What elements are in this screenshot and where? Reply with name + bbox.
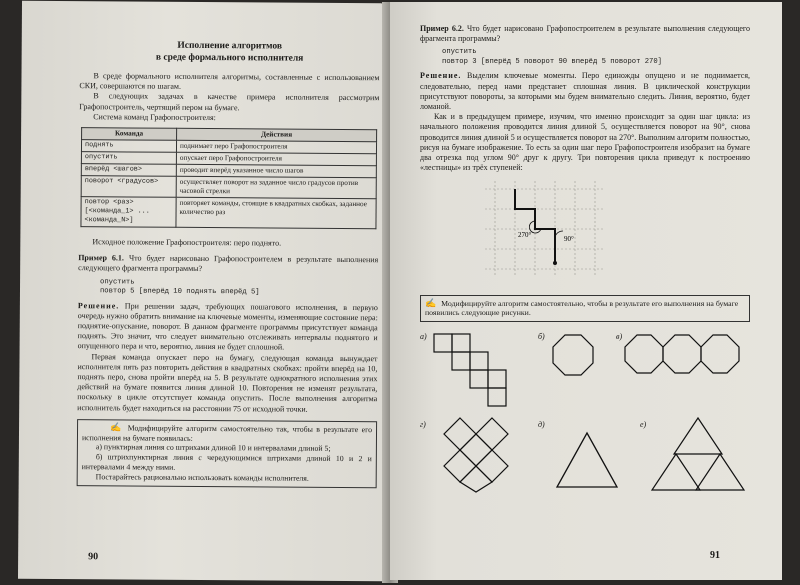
solution-paragraph xyxy=(78,301,378,354)
figures-row-top xyxy=(420,328,750,408)
action-cell: проводит вперёд указанное число шагов xyxy=(176,164,376,177)
action-cell: осуществляет поворот на заданное число градусов против часовой стрелки xyxy=(176,176,376,198)
figure-a-zigzag-squares xyxy=(430,330,520,408)
example-text: Что будет нарисовано Графопостроителем в результате выполнения следующего фрагмента программы? xyxy=(420,24,750,44)
figure-b-octagon xyxy=(550,332,596,378)
section-title xyxy=(80,39,380,65)
solution-text: Выделим ключевые моменты. Перо единожды опущено и не поднимается, следовательно, перед нами предстанет сплошная линия. В циклической конструкции присутствуют повороты, за которыми мы будем внимательно следить. Линия, вероятно, будет ломаной. xyxy=(420,71,751,112)
left-page-content xyxy=(77,39,380,488)
task-item: Постарайтесь рационально использовать команды исполнителя. xyxy=(95,472,309,483)
angle-arc xyxy=(555,231,563,237)
task-item: а) пунктирная линия со штрихами длиной 10 и интервалами длиной 5; xyxy=(95,442,331,454)
figures-row-bottom xyxy=(420,416,750,496)
paragraph: Первая команда опускает перо на бумагу, следующая команда вынуждает исполнителя пять раз повторить действия в квадратных скобках: пройти вперёд на 10, поднять перо, снова пройти вперёд на 5. В результате однократного исполнения этих действий на бумаге появится линия длиной 10. Повторения не изменят результата, поскольку в цикле отсутствует команда опустить. После выполнения алгоритма исполнитель будет находиться на расстоянии 75 от исходной точки. xyxy=(77,351,378,414)
solution-label: Решение. xyxy=(77,300,120,311)
pencil-icon: ✍ xyxy=(425,297,437,308)
paragraph: В среде формального исполнителя алгоритмы, составленные с использованием СКИ, совершаются по шагам. xyxy=(79,71,380,92)
figure-label: е) xyxy=(640,420,647,430)
open-book xyxy=(2,2,798,583)
task-text: Модифицируйте алгоритм самостоятельно, чтобы в результате его выполнения на бумаге появились следующие рисунки. xyxy=(425,298,739,318)
figure-e-triangle-pyramid xyxy=(650,416,746,494)
table-row xyxy=(81,176,376,199)
paragraph: Как и в предыдущем примере, изучим, что именно происходит за один шаг цикла: из начального положения проводится линия длиной 5, осуществляется поворот на 90°, снова проводится линия длиной 5 и осуществляется поворот на 270°. Выполним алгоритм полностью, рисуя на бумаге изображение. То есть за один шаг перо Графопостроителя изобразит на бумаге два отрезка под углом 90° друг к другу. Три повторения цикла приведут к построению «лестницы» из трёх ступеней: xyxy=(420,112,750,173)
solution-paragraph xyxy=(420,71,750,112)
task-box xyxy=(77,419,377,488)
code-block xyxy=(100,278,378,299)
table-row xyxy=(81,197,376,229)
task-box xyxy=(420,295,750,323)
page-number: 91 xyxy=(710,550,720,561)
command-cell: вперёд <шагов> xyxy=(81,164,176,177)
page-number: 90 xyxy=(88,551,99,563)
figure-label: в) xyxy=(616,332,623,342)
column-header: Команда xyxy=(82,128,177,141)
left-page xyxy=(18,1,390,582)
example-label: Пример 6.1. xyxy=(78,253,124,263)
pencil-icon: ✍ xyxy=(110,422,122,433)
staircase-diagram xyxy=(480,179,610,277)
paragraph: Система команд Графопостроителя: xyxy=(93,112,216,122)
command-cell: поднять xyxy=(81,140,176,153)
command-cell: поворот <градусов> xyxy=(81,176,176,198)
right-page xyxy=(390,2,782,580)
example-text: Что будет нарисовано Графопостроителем в результате выполнения следующего фрагмента программы? xyxy=(78,253,379,274)
example-heading xyxy=(78,253,378,276)
solution-text: При решении задач, требующих пошагового исполнения, в первую очередь нужно обратить внимание на ключевые моменты, изменяющие состояние пера: поднятие-опускание, поворот. В данном фрагменте программы присутствует команда поднять. Это значит, что следует внимательно отслеживать интервалы поднятого и опущенного пера и что, вероятно, линия не будет сплошной. xyxy=(77,301,378,352)
paragraph: Исходное положение Графопостроителя: перо поднято. xyxy=(92,237,282,248)
figure-label: б) xyxy=(538,332,545,342)
column-header: Действия xyxy=(177,128,377,141)
figure-label: д) xyxy=(538,420,545,430)
angle-label-90: 90° xyxy=(564,235,574,244)
paragraph: В следующих задачах в качестве примера исполнителя рассмотрим Графопостроитель, чертящий пером на бумаге. xyxy=(79,91,380,112)
figure-c-octagon-chain xyxy=(624,332,750,378)
task-intro-text: Модифицируйте алгоритм самостоятельно так, чтобы в результате его исполнения на бумаге появилась: xyxy=(81,423,373,443)
action-cell: опускает перо Графопостроителя xyxy=(176,152,376,165)
title-line-1: Исполнение алгоритмов xyxy=(177,40,283,52)
code-line: опустить xyxy=(100,277,135,287)
code-line: повтор 3 [вперёд 5 поворот 90 вперёд 5 поворот 270] xyxy=(442,57,662,66)
figure-g-diamond-lattice xyxy=(438,416,518,494)
task-item: б) штрихпунктирная линия с чередующимися штрихами длиной 10 и 2 и интервалами 4 между ними. xyxy=(81,452,372,472)
figure-label: а) xyxy=(420,332,427,342)
start-point xyxy=(553,261,557,265)
action-cell: повторяет команды, стоящие в квадратных скобках, заданное количество раз xyxy=(176,197,376,228)
command-cell: опустить xyxy=(81,152,176,165)
action-cell: поднимает перо Графопостроителя xyxy=(176,140,376,153)
code-block xyxy=(442,48,750,67)
solution-label: Решение. xyxy=(420,71,462,81)
task-intro xyxy=(82,423,372,445)
command-table xyxy=(80,127,377,229)
figure-d-triangle xyxy=(554,430,620,490)
example-label: Пример 6.2. xyxy=(420,24,464,33)
code-line: опустить xyxy=(442,48,477,57)
right-page-content xyxy=(420,24,750,496)
title-line-2: в среде формального исполнителя xyxy=(155,52,304,64)
code-line: повтор 5 [вперёд 10 поднять вперёд 5] xyxy=(99,287,260,297)
angle-label-270: 270° xyxy=(518,231,532,240)
figure-label: г) xyxy=(420,420,426,430)
example-heading xyxy=(420,24,750,44)
command-cell: повтор <раз> [<команда_1> ... <команда_N>] xyxy=(81,197,176,228)
